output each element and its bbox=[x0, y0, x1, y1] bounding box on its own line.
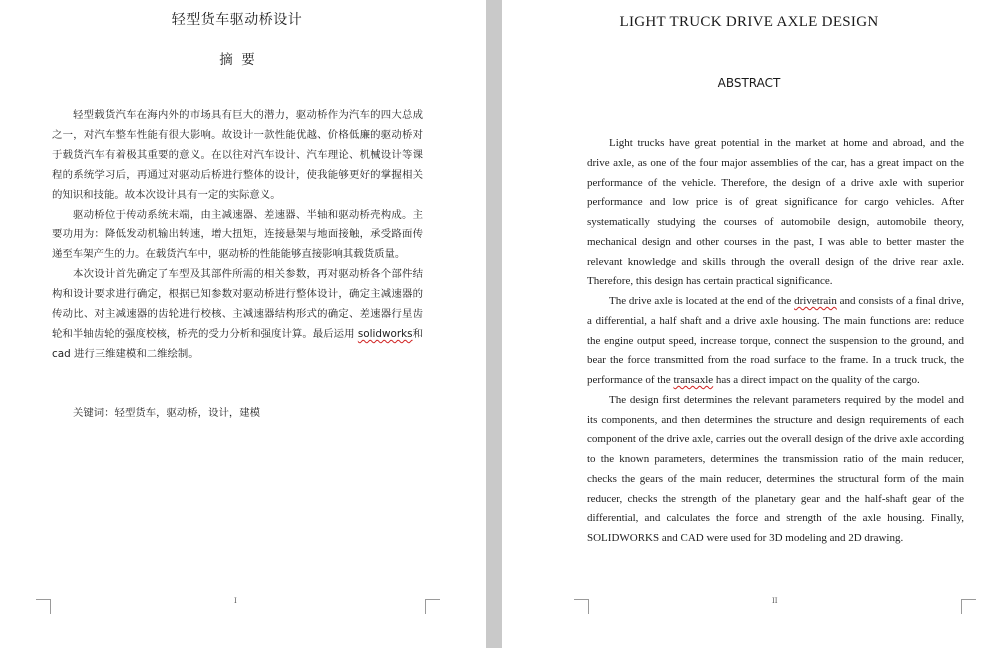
page-number: I bbox=[234, 597, 237, 605]
abstract-paragraph: The design first determines the relevant parameters required by the model and its components, and then determines the structure and design requirements of each component of the drive axle, carries out the overall design of the drive axle according to the known parameters, determines the transmission ratio of the main reducer, checks the gears of the main reducer, determines the structural form of the main reducer, checks the strength of the planetary gear and the half-shaft gear of the differential, and calculates the force and strength of the axle housing. Finally, SOLIDWORKS and CAD were used for 3D modeling and 2D drawing. bbox=[587, 393, 964, 544]
abstract-paragraph bbox=[587, 292, 964, 391]
abstract-body bbox=[587, 134, 964, 549]
page-title: 轻型货车驱动桥设计 bbox=[171, 12, 303, 28]
keywords-line: 关键词：轻型货车，驱动桥，设计，建模 bbox=[73, 407, 261, 419]
text-run: The drive axle is located at the end of the bbox=[609, 295, 795, 307]
abstract-paragraph bbox=[52, 265, 423, 365]
spellcheck-flagged-word[interactable]: transaxle bbox=[673, 374, 714, 386]
page-number: II bbox=[772, 597, 778, 605]
abstract-heading: ABSTRACT bbox=[717, 76, 781, 90]
abstract-paragraph: 驱动桥位于传动系统末端，由主减速器、差速器、半轴和驱动桥壳构成。主要功用为：降低发动机输出转速，增大扭矩，连接悬架与地面接触，承受路面传递至车架产生的力。在载货汽车中，驱动桥的性能能够直接影响其载货质量。 bbox=[52, 208, 423, 261]
margin-corner-mark bbox=[425, 599, 440, 614]
abstract-paragraph: 轻型载货汽车在海内外的市场具有巨大的潜力，驱动桥作为汽车的四大总成之一，对汽车整车性能有很大影响。故设计一款性能优越、价格低廉的驱动桥对于载货汽车有着极其重要的意义。在以往对汽车设计、汽车理论、机械设计等课程的系统学习后，再通过对驱动后桥进行整体的设计，使我能够更好的掌握相关的知识和技能。故本次设计具有一定的实际意义。 bbox=[52, 109, 423, 201]
margin-corner-mark bbox=[36, 599, 51, 614]
abstract-heading: 摘 要 bbox=[219, 52, 255, 68]
page-separator bbox=[486, 0, 502, 648]
document-page-left bbox=[0, 0, 486, 648]
text-run: 和 cad 进行三维建模和二维绘制。 bbox=[52, 327, 423, 360]
abstract-paragraph: Light trucks have great potential in the market at home and abroad, and the drive axle, as one of the four major assemblies of the car, has a great impact on the performance of the vehicle. Therefore, the design of a drive axle with superior performance and low price is of great significance for cargo vehicles. After systematically studying the courses of automobile design, automobile theory, mechanical design and other courses in the past, I was able to better master the relevant knowledge and skills through the overall design of the drive rear axle. Therefore, this design has certain practical significance. bbox=[587, 137, 964, 288]
margin-corner-mark bbox=[961, 599, 976, 614]
text-run: 本次设计首先确定了车型及其部件所需的相关参数，再对驱动桥各个部件结构和设计要求进行确定，根据已知参数对驱动桥进行整体设计，确定主减速器的传动比、对主减速器的齿轮进行校核、主减速器结构形式的确定、差速器行星齿轮和半轴齿轮的强度校核，桥壳的受力分析和强度计算。最后运用 bbox=[52, 268, 423, 340]
text-run: and consists of a final drive, a differential, a half shaft and a drive axle housing. The main functions are: reduce the engine output speed, increase torque, connect the suspension to the ground, and bear the force transmitted from the road surface to the frame. In a truck truck, the performance of the bbox=[587, 295, 964, 386]
page-title: LIGHT TRUCK DRIVE AXLE DESIGN bbox=[619, 14, 879, 30]
spellcheck-flagged-word[interactable]: solidworks bbox=[357, 327, 413, 340]
text-run: has a direct impact on the quality of the cargo. bbox=[713, 374, 920, 386]
document-page-right bbox=[502, 0, 996, 648]
abstract-body bbox=[52, 106, 423, 365]
margin-corner-mark bbox=[574, 599, 589, 614]
spellcheck-flagged-word[interactable]: drivetrain bbox=[794, 295, 837, 307]
